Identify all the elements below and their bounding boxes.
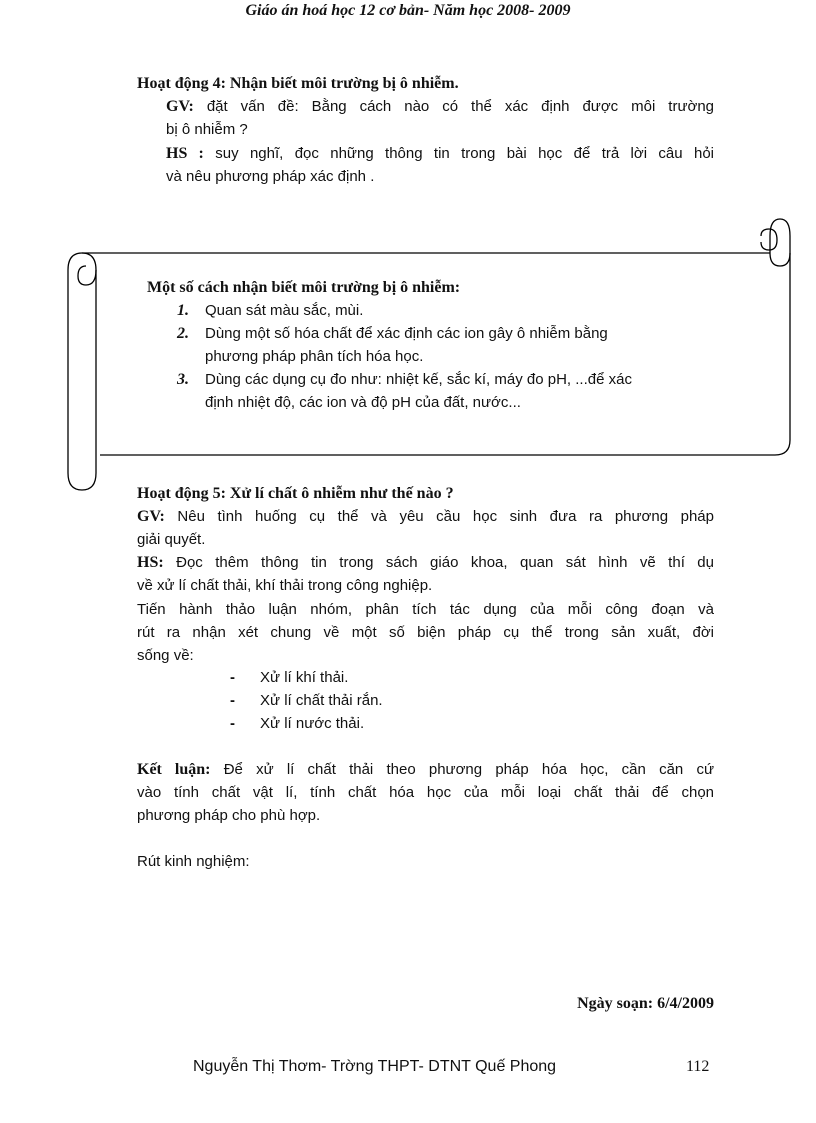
page-header-title: Giáo án hoá học 12 cơ bản- Năm học 2008- 2009 — [245, 2, 571, 19]
activity5-gv-line2: giải quyết. — [137, 531, 206, 548]
activity5-hs-line2: về xử lí chất thải, khí thải trong công nghiệp. — [137, 577, 433, 594]
scroll-item-2 — [177, 322, 697, 345]
date-label — [577, 992, 714, 1015]
item-text: Quan sát màu sắc, mùi. — [205, 302, 364, 319]
scroll-item-2-line2: phương pháp phân tích hóa học. — [205, 348, 424, 365]
footer-author: Nguyễn Thị Thơm- Trờng THPT- DTNT Quế Phong — [193, 1058, 557, 1075]
scroll-banner-shape — [0, 0, 816, 520]
bullet-dash: - — [230, 692, 235, 709]
experience-label: Rút kinh nghiệm: — [137, 853, 250, 870]
gv-label: GV: — [166, 98, 194, 115]
gv-label: GV: — [137, 508, 165, 525]
item-number: 2. — [177, 325, 189, 342]
conclusion-label: Kết luận: — [137, 761, 211, 778]
bullet-item — [230, 689, 383, 712]
hs-text: suy nghĩ, đọc những thông tin trong bài học để trả lời câu hỏi — [215, 145, 715, 162]
activity5-para-line2: rút ra nhận xét chung về một số biện pháp cụ thể trong sản xuất, đời — [137, 624, 714, 641]
scroll-title — [147, 276, 460, 299]
footer-page-number: 112 — [686, 1058, 710, 1075]
conclusion-line1 — [137, 758, 714, 781]
bullet-item — [230, 712, 364, 735]
bullet-dash: - — [230, 715, 235, 732]
item-number: 1. — [177, 302, 189, 319]
scroll-item-1 — [177, 299, 363, 322]
activity5-hs-line1 — [137, 551, 714, 574]
conclusion-line3: phương pháp cho phù hợp. — [137, 807, 321, 824]
gv-text: đặt vấn đề: Bằng cách nào có thể xác định được môi trường — [206, 98, 715, 115]
activity4-hs-line2: và nêu phương pháp xác định . — [166, 168, 375, 185]
activity5-gv-line1 — [137, 505, 714, 528]
gv-text: Nêu tình huống cụ thể và yêu cầu học sinh đưa ra phương pháp — [177, 508, 714, 525]
activity5-heading-text: Hoạt động 5: Xử lí chất ô nhiễm như thế nào ? — [137, 485, 454, 502]
bullet-text: Xử lí khí thải. — [260, 669, 349, 686]
scroll-item-3-line2: định nhiệt độ, các ion và độ pH của đất, nước... — [205, 394, 521, 411]
hs-text: Đọc thêm thông tin trong sách giáo khoa, quan sát hình vẽ thí dụ — [176, 554, 714, 571]
bullet-dash: - — [230, 669, 235, 686]
conclusion-text: Để xử lí chất thải theo phương pháp hóa học, cần căn cứ — [223, 761, 714, 778]
item-text: Dùng các dụng cụ đo như: nhiệt kế, sắc kí, máy đo pH, ...để xác — [205, 371, 632, 388]
item-text: Dùng một số hóa chất để xác định các ion gây ô nhiễm bằng — [205, 325, 608, 342]
bullet-item — [230, 666, 348, 689]
activity4-gv-line2: bị ô nhiễm ? — [166, 121, 248, 138]
hs-label: HS: — [137, 554, 164, 571]
scroll-item-3 — [177, 368, 632, 391]
activity5-heading — [137, 482, 454, 505]
hs-label: HS : — [166, 145, 204, 162]
bullet-text: Xử lí chất thải rắn. — [260, 692, 383, 709]
activity5-para-line3: sống về: — [137, 647, 194, 664]
activity4-heading-text: Hoạt động 4: Nhận biết môi trường bị ô nhiễm. — [137, 75, 459, 92]
item-number: 3. — [177, 371, 189, 388]
activity5-para-line1: Tiến hành thảo luận nhóm, phân tích tác dụng của mỗi công đoạn và — [137, 601, 714, 618]
conclusion-line2: vào tính chất vật lí, tính chất hóa học của mỗi loại chất thải để chọn — [137, 784, 714, 801]
scroll-title-text: Một số cách nhận biết môi trường bị ô nhiễm: — [147, 279, 461, 296]
date-text: Ngày soạn: 6/4/2009 — [577, 995, 714, 1012]
bullet-text: Xử lí nước thải. — [260, 715, 365, 732]
